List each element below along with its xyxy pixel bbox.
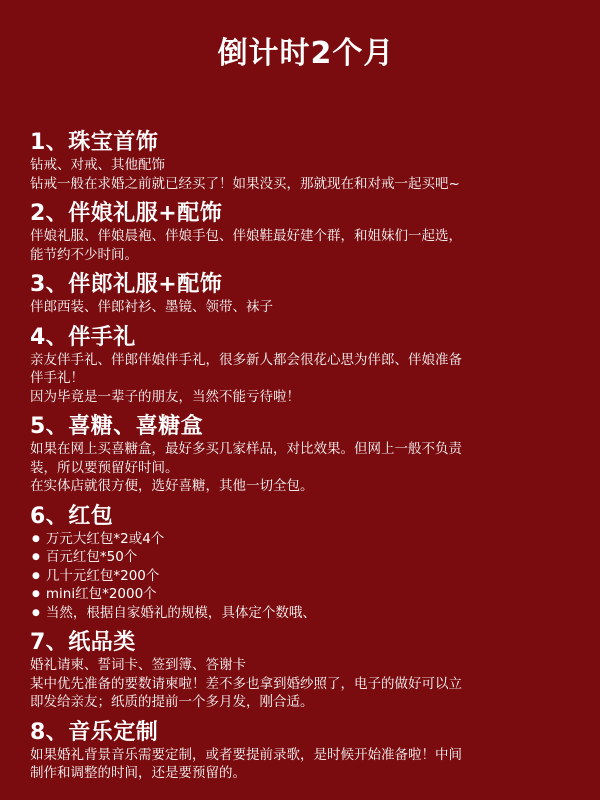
section-heading: 6、红包 [30,503,114,529]
section-paper-goods [30,630,582,712]
section-text: 伴手礼！ [30,370,84,386]
section-gifts [30,325,582,407]
section-heading: 7、纸品类 [30,630,136,655]
bullet-item: ● mini红包*2000个 [32,585,582,604]
section-text: 能节约不少时间。 [30,246,138,263]
section-text: 因为毕竟是一辈子的朋友，当然不能亏待啦！ [30,388,300,405]
section-text: 某中优先准备的要数请柬啦！差不多也拿到婚纱照了，电子的做好可以立 [30,675,462,692]
section-music [30,720,582,783]
section-text: 伴娘礼服、伴娘晨袍、伴娘手包、伴娘鞋最好建个群，和姐妹们一起选， [30,228,462,244]
section-heading: 8、音乐定制 [30,719,159,745]
section-text: 在实体店就很方便，选好喜糖，其他一切全包。 [30,478,314,494]
section-heading: 3、伴郎礼服+配饰 [30,272,223,297]
bullet-item: ● 几十元红包*200个 [32,567,582,586]
section-groomsman [30,272,582,317]
section-text: 装，所以要预留好时间。 [30,459,179,476]
section-jewelry [30,130,582,193]
section-bridesmaid [30,201,582,264]
section-text: 制作和调整的时间，还是要预留的。 [30,765,246,781]
section-text: 伴郎西装、伴郎衬衫、墨镜、领带、袜子 [30,299,273,315]
section-text: 婚礼请柬、誓词卡、签到簿、答谢卡 [30,657,246,673]
section-candy [30,414,582,496]
bullet-item: ● 当然，根据自家婚礼的规模，具体定个数哦、 [32,604,582,623]
section-text: 即发给亲友；纸质的提前一个多月发，刚合适。 [30,694,314,710]
bullet-item: ● 百元红包*50个 [32,548,582,567]
page-title: 倒计时2个月 [217,36,395,71]
section-red-envelopes [30,504,582,623]
bullet-item: ● 万元大红包*2或4个 [32,530,582,549]
section-heading: 4、伴手礼 [30,324,136,350]
section-heading: 2、伴娘礼服+配饰 [30,201,223,226]
section-text: 钻戒、对戒、其他配饰 [30,157,165,173]
section-text: 亲友伴手礼、伴郎伴娘伴手礼，很多新人都会很花心思为伴郎、伴娘准备 [30,351,462,368]
section-heading: 1、珠宝首饰 [30,130,159,155]
section-heading: 5、喜糖、喜糖盒 [30,414,204,439]
section-text: 如果在网上买喜糖盒，最好多买几家样品，对比效果。但网上一般不负责 [30,441,462,457]
section-text: 钻戒一般在求婚之前就已经买了！如果没买，那就现在和对戒一起买吧~ [30,175,460,192]
section-text: 如果婚礼背景音乐需要定制，或者要提前录歌，是时候开始准备啦！中间 [30,746,462,763]
